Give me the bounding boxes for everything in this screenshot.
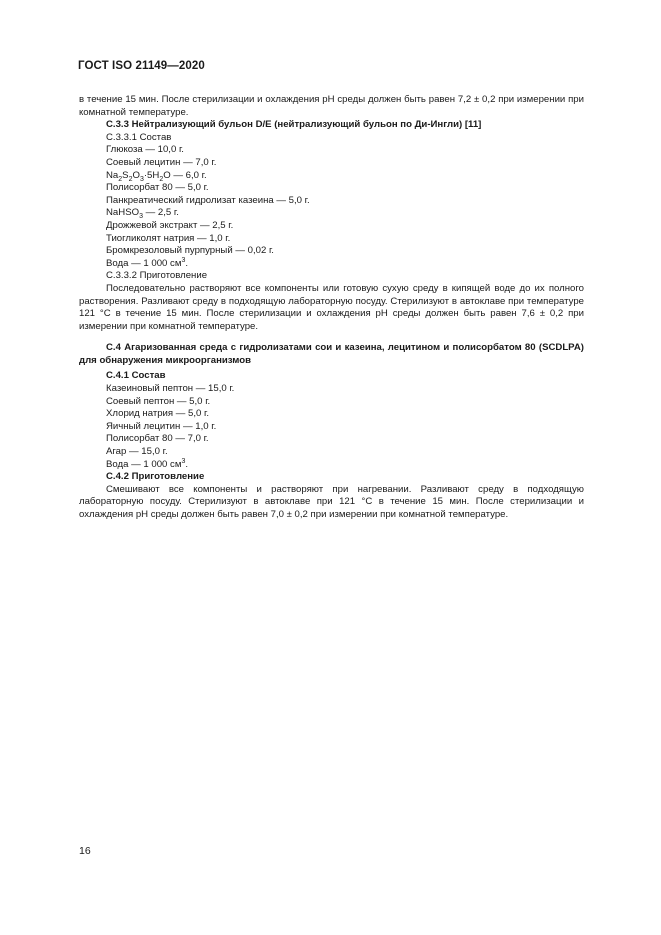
ingredient-sodium-chloride: Хлорид натрия — 5,0 г. xyxy=(106,408,210,420)
page-content xyxy=(79,94,584,522)
ingredient-water: Вода — 1 000 $см^3$. xyxy=(106,256,189,269)
ingredient-soy-lecithin: Соевый лецитин — 7,0 г. xyxy=(106,156,217,168)
intro-paragraph: в течение 15 мин. После стерилизации и охлаждения pH среды должен быть равен 7,2 ± 0,2 при измерении при комнатной температуре. xyxy=(79,94,584,118)
section-c4-heading: С.4 Агаризованная среда с гидролизатами сои и казеина, лецитином и полисорбатом 80 (SCDLPA) для обнаружения микроорганизмов xyxy=(79,342,584,366)
c4-composition-title: С.4.1 Состав xyxy=(106,370,166,382)
c33-preparation-text: Последовательно растворяют все компоненты или готовую сухую среду в кипящей воде до их полного растворения. Разливают среду в подходящую лабораторную посуду. Стерилизуют в автоклаве при температуре 121 °С в течение 15 мин. После стерилизации и охлаждения pH среды должен быть равен 7,6 ± 0,2 при измерении при комнатной температуре. xyxy=(79,282,584,332)
ingredient-agar: Агар — 15,0 г. xyxy=(106,446,168,458)
ingredient-polysorbate-80-c4: Полисорбат 80 — 7,0 г. xyxy=(106,433,209,445)
c4-preparation-title: С.4.2 Приготовление xyxy=(106,471,205,483)
c4-preparation-text: Смешивают все компоненты и растворяют при нагревании. Разливают среду в подходящую лабораторную посуду. Стерилизуют в автоклаве при 121 °С в течение 15 мин. После стерилизации и охлаждения pH среды должен быть равен 7,0 ± 0,2 при измерении при комнатной температуре. xyxy=(79,483,584,520)
section-c33-heading: С.3.3 Нейтрализующий бульон D/E (нейтрализующий бульон по Ди-Ингли) [11] xyxy=(106,119,482,131)
ingredient-sodium-thioglycolate: Тиогликолят натрия — 1,0 г. xyxy=(106,232,231,244)
ingredient-polysorbate-80: Полисорбат 80 — 5,0 г. xyxy=(106,182,209,194)
ingredient-yeast-extract: Дрожжевой экстракт — 2,5 г. xyxy=(106,219,234,231)
ingredient-soy-peptone: Соевый пептон — 5,0 г. xyxy=(106,395,211,407)
ingredient-glucose: Глюкоза — 10,0 г. xyxy=(106,144,184,156)
ingredient-pancreatic-casein: Панкреатический гидролизат казеина — 5,0 г. xyxy=(106,194,310,206)
ingredient-sodium-thiosulfate: $Na_2S_2O_3\cdot 5H_2O$ — 6,0 г. xyxy=(106,169,207,183)
c33-preparation-title: С.3.3.2 Приготовление xyxy=(106,270,208,282)
ingredient-sodium-bisulfite: NaHSO$_3$ — 2,5 г. xyxy=(106,207,179,221)
ingredient-bromcresol-purple: Бромкрезоловый пурпурный — 0,02 г. xyxy=(106,245,274,257)
ingredient-egg-lecithin: Яичный лецитин — 1,0 г. xyxy=(106,420,217,432)
c33-composition-title: С.3.3.1 Состав xyxy=(106,131,172,143)
ingredient-casein-peptone: Казеиновый пептон — 15,0 г. xyxy=(106,383,235,395)
document-header: ГОСТ ISO 21149—2020 xyxy=(78,60,205,72)
page-number: 16 xyxy=(79,845,91,857)
ingredient-water-c4: Вода — 1 000 $см^3$. xyxy=(106,457,189,470)
